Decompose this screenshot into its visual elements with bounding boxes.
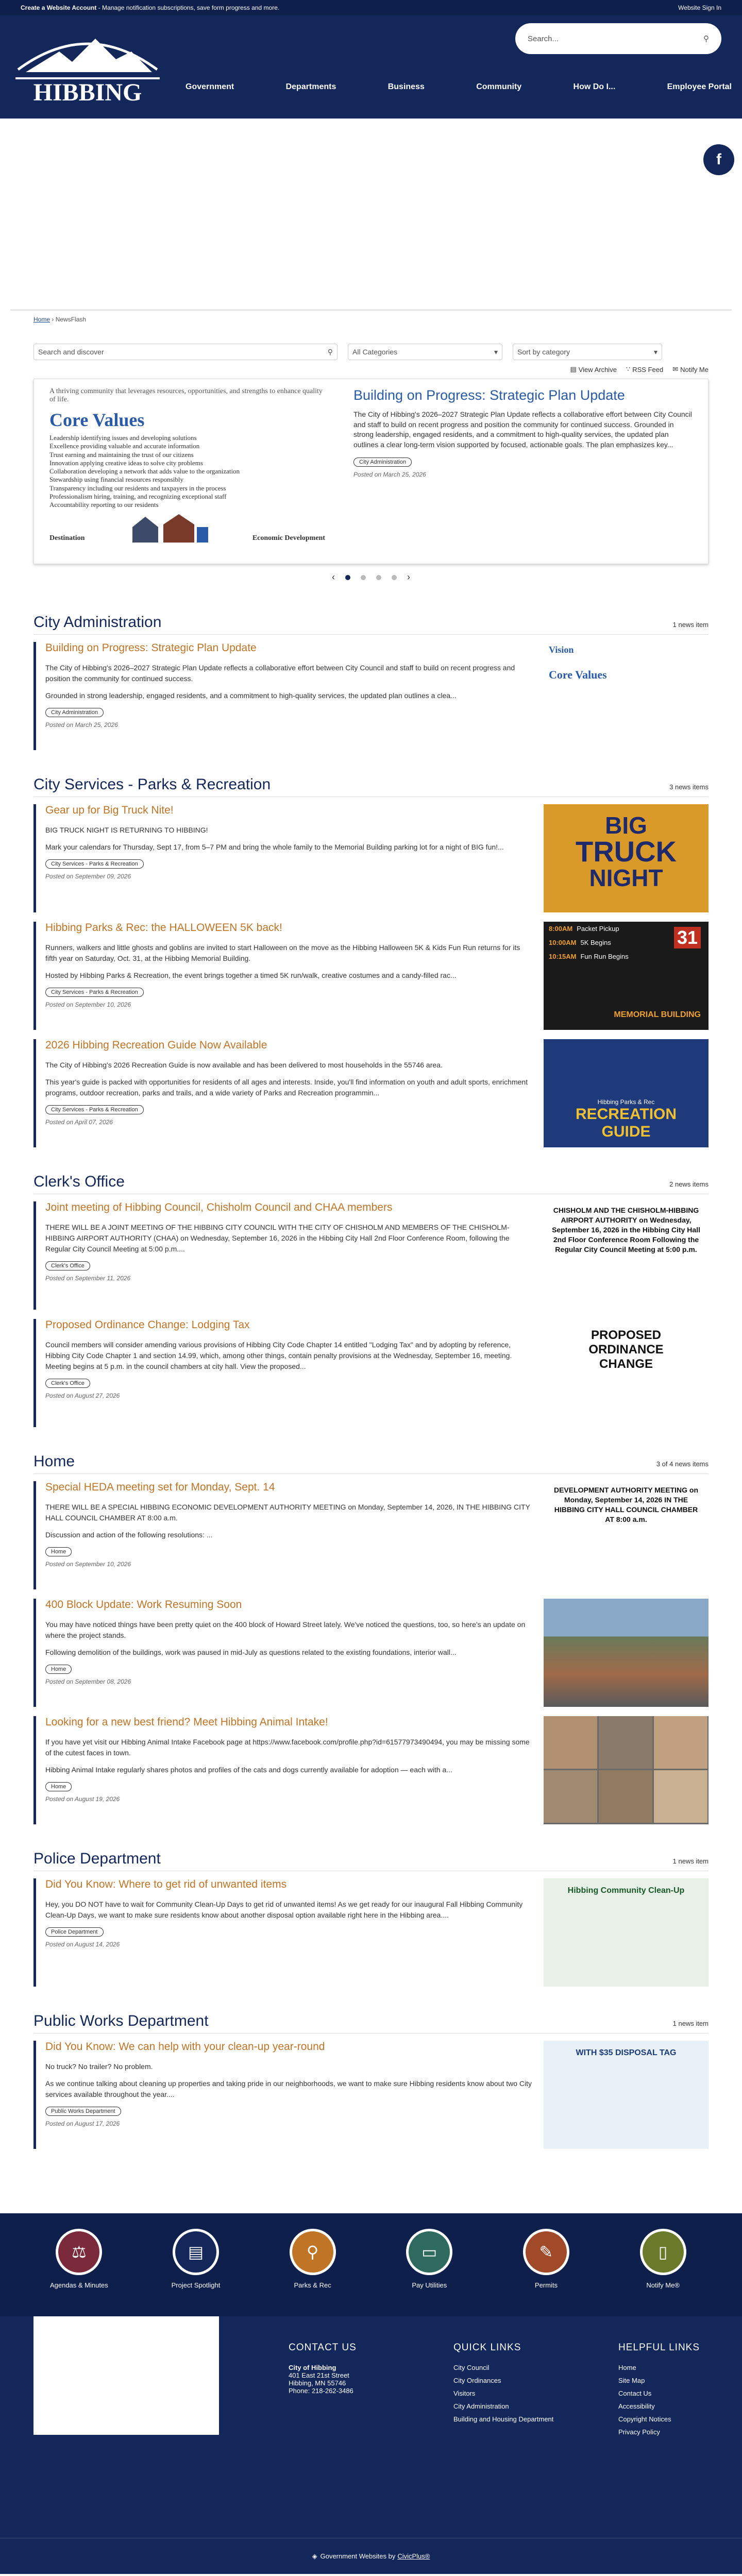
news-item-title[interactable]: Hibbing Parks & Rec: the HALLOWEEN 5K back! [45,922,282,934]
featured-image-heading: Core Values [49,410,145,430]
category-count: 1 news item [672,621,709,629]
category-select[interactable] [348,344,502,360]
value-item: Trust earning and maintaining the trust of our citizens [49,450,194,459]
featured-image [34,379,341,564]
rss-icon: ∵ [626,365,631,373]
sign-in-link[interactable]: Website Sign In [678,4,721,11]
icon-glyph: ▭ [421,2243,437,2261]
breadcrumb-home[interactable]: Home [33,316,50,323]
footer-quick-link-label: Parks & Rec [294,2281,331,2289]
contact-name: City of Hibbing [289,2364,336,2371]
carousel-dot-1[interactable] [345,575,350,580]
news-item-body [45,1878,544,1987]
news-item [33,1599,709,1707]
news-item-title[interactable]: 400 Block Update: Work Resuming Soon [45,1599,242,1611]
search-icon[interactable]: ⚲ [327,347,333,356]
create-account-notice [21,4,279,11]
news-item-body [45,1481,544,1589]
main-nav [185,82,732,92]
category-title[interactable]: Public Works Department [33,2012,209,2029]
value-item: Leadership identifying issues and developing solutions [49,434,197,442]
footer-link[interactable]: Home [618,2364,636,2371]
news-item-title[interactable]: Proposed Ordinance Change: Lodging Tax [45,1319,250,1331]
featured-image-destination: Destination [49,534,85,543]
category-count: 1 news item [672,2020,709,2027]
thumb-text: RECREATION [575,1106,677,1123]
news-item-summary: Discussion and action of the following resolutions: ... [45,1531,213,1539]
news-thumbnail[interactable] [544,1039,709,1147]
value-item: Innovation applying creative ideas to solve city problems [49,459,203,467]
footer-link[interactable]: Privacy Policy [618,2428,660,2436]
news-item-tag[interactable]: Clerk's Office [45,1261,90,1270]
notify-me-label: Notify Me [680,365,709,374]
news-item-summary: Mark your calendars for Thursday, Sept 17, from 5–7 PM and bring the whole family to the Memorial Building parking lot for a night of BIG fun!... [45,843,504,851]
thumb-text: 31 [674,927,701,948]
news-item [33,642,709,750]
thumb-text: NIGHT [589,865,663,891]
footer-image-area [33,2316,219,2435]
news-item-posted-date: Posted on September 11, 2026 [45,1275,131,1282]
envelope-icon: ✉ [672,365,679,373]
news-item-posted-date: Posted on August 14, 2026 [45,1941,120,1948]
news-category [33,614,709,750]
news-item-title[interactable]: Building on Progress: Strategic Plan Update [45,642,257,654]
news-item-title[interactable]: Did You Know: We can help with your clean-up year-round [45,2041,325,2053]
news-item-summary: This year's guide is packed with opportunities for residents of all ages and interests. Inside, you'll find information on youth and adult sports, enrichment programs, outdoor recreation, parks and trails, and a wide variety of Parks and Recreation programmin... [45,1078,528,1097]
footer-quick-link-label: Project Spotlight [171,2281,221,2289]
carousel-dot-4[interactable] [392,575,397,580]
news-item-summary: As we continue talking about cleaning up properties and taking pride in our neighborhoods, we want to make sure Hibbing residents know about two City services available throughout the year.... [45,2079,532,2098]
news-item-tag[interactable]: City Services - Parks & Recreation [45,859,144,869]
news-item-posted-date: Posted on August 17, 2026 [45,2120,120,2127]
buildings-illustration [127,514,210,543]
contact-phone: Phone: 218-262-3486 [289,2387,353,2395]
rss-feed-label: RSS Feed [632,365,664,374]
create-account-link[interactable]: Create a Website Account [21,4,97,11]
news-category [33,776,709,1147]
news-item-tag[interactable]: Home [45,1547,72,1556]
category-header [33,1850,709,1871]
gavel-icon[interactable] [56,2229,102,2275]
thumb-text: 8:00AM [549,925,573,933]
category-count: 3 news items [669,783,709,791]
animal-photo [654,1716,707,1769]
animal-photo [599,1770,652,1823]
breadcrumb [33,316,709,323]
value-item: Professionalism hiring, training, and recognizing exceptional staff [49,492,227,500]
thumb-text: Fun Run Begins [580,953,629,960]
featured-text [341,379,708,564]
civicplus-link[interactable]: CivicPlus® [397,2552,430,2560]
footer-quick-link-label: Notify Me® [646,2281,680,2289]
site-header [0,15,742,118]
news-item-posted-date: Posted on September 10, 2026 [45,1561,131,1568]
category-title[interactable]: City Services - Parks & Recreation [33,776,271,793]
facebook-icon[interactable]: f [703,144,734,175]
create-account-desc: - Manage notification subscriptions, save form progress and more. [96,4,280,11]
featured-image-economic: Economic Development [252,534,325,543]
news-item-tag[interactable]: Public Works Department [45,2107,121,2116]
news-item-posted-date: Posted on September 08, 2026 [45,1678,131,1685]
featured-posted-date: Posted on March 25, 2026 [353,471,426,479]
thumb-text: Hibbing Parks & Rec [597,1098,655,1106]
news-item-posted-date: Posted on April 07, 2026 [45,1118,113,1126]
clipboard-icon[interactable] [523,2229,569,2275]
news-item-body [45,1319,544,1427]
footer-link[interactable]: City Ordinances [453,2377,501,2384]
filter-bar [33,344,709,360]
footer-link[interactable]: Accessibility [618,2402,655,2410]
thumb-text: Packet Pickup [577,925,619,933]
thumb-text: Hibbing Community Clean-Up [567,1886,685,1895]
site-search[interactable] [515,23,721,54]
news-item [33,1716,709,1824]
news-item-body [45,642,544,750]
icon-glyph: ▯ [658,2243,668,2261]
news-search-placeholder: Search and discover [38,348,104,356]
footer-quick-link-label: Permits [534,2281,558,2289]
featured-summary: The City of Hibbing's 2026–2027 Strategic Plan Update reflects a collaborative effort between City Council and staff to build on recent progress and position the community for continued success. Grounded in strong leadership, engaged residents, and a commitment to high-quality services, the updated plan outlines a clear long-term vision supported by focused, actionable goals. The plan emphasizes key... [353,410,692,449]
rss-feed-link[interactable] [626,365,663,374]
breadcrumb-current: NewsFlash [55,316,87,323]
featured-story[interactable] [33,379,709,564]
news-item-summary: THERE WILL BE A JOINT MEETING OF THE HIBBING CITY COUNCIL WITH THE CITY OF CHISHOLM AND MEMBERS OF THE CHISHOLM-HIBBING AIRPORT AUTHORITY (CHAA) on Wednesday, September 16, 2026 in the Hibbing City Hall 2nd Floor Conference Room, following the Regular City Council Meeting at 5:00 p.m.... [45,1223,510,1253]
news-item [33,2041,709,2149]
view-archive-label: View Archive [578,365,617,374]
nav-business[interactable]: Business [387,82,425,91]
news-item [33,1319,709,1427]
nav-government[interactable]: Government [185,82,234,91]
helpful-links-heading: HELPFUL LINKS [618,2342,700,2353]
news-item-tag[interactable]: Home [45,1782,72,1791]
featured-image-footer [49,514,325,543]
news-category [33,1453,709,1824]
chevron-left-icon[interactable]: ‹ [332,572,335,582]
news-item-summary: THERE WILL BE A SPECIAL HIBBING ECONOMIC DEVELOPMENT AUTHORITY MEETING on Monday, September 14, 2026, IN THE HIBBING CITY HALL COUNCIL CHAMBER AT 8:00 a.m. [45,1503,530,1522]
civicplus-icon: ◈ [312,2552,317,2560]
news-item-body [45,922,544,1030]
news-item-summary: Council members will consider amending various provisions of Hibbing City Code Chapter 14 entitled "Lodging Tax" and by adopting by reference, Hibbing City Code Chapter 1 and section 14.99, which, among other things, contain penalty provisions at the Wednesday, September 16, meeting. Meeting begins at 5 p.m. in the council chambers at city hall. View the proposed... [45,1341,512,1370]
view-archive-link[interactable] [570,365,616,374]
icon-glyph: ⚖ [71,2243,87,2261]
chevron-down-icon: ▾ [494,347,498,356]
news-item [33,1481,709,1589]
news-item [33,922,709,1030]
nav-community[interactable]: Community [476,82,522,91]
news-thumbnail[interactable] [544,1878,709,1987]
news-category [33,1173,709,1427]
footer-quick-link[interactable] [612,2229,715,2316]
icon-glyph: ⚲ [306,2243,319,2261]
news-item-tag[interactable]: Clerk's Office [45,1379,90,1388]
news-item-summary: Hosted by Hibbing Parks & Recreation, the event brings together a timed 5K run/walk, creative costumes and a candy-filled rac... [45,971,457,979]
category-count: 2 news items [669,1180,709,1188]
hibbing-logo[interactable] [13,23,162,106]
breadcrumb-separator: › [50,316,56,323]
news-thumbnail[interactable] [544,1201,709,1310]
news-item-body [45,1599,544,1707]
contact-heading: CONTACT US [289,2342,357,2353]
news-item-summary: The City of Hibbing's 2026–2027 Strategic Plan Update reflects a collaborative effort between City Council and staff to build on recent progress and position the community for continued success. [45,664,515,683]
thumb-text: PROPOSED [591,1328,662,1342]
chevron-down-icon: ▾ [653,347,657,356]
news-item-tag[interactable]: Home [45,1665,72,1674]
thumb-text: Core Values [549,668,607,681]
quick-links-heading: QUICK LINKS [453,2342,521,2353]
thumb-text: MEMORIAL BUILDING [614,1010,701,1019]
news-item-summary: No truck? No trailer? No problem. [45,2062,153,2071]
search-input[interactable]: Search... [528,34,559,43]
news-thumbnail[interactable] [544,804,709,912]
footer-quick-link[interactable] [378,2229,481,2316]
category-header [33,1453,709,1474]
news-thumbnail[interactable] [544,2041,709,2149]
news-item-tag[interactable]: City Services - Parks & Recreation [45,988,144,997]
news-item-title[interactable]: 2026 Hibbing Recreation Guide Now Available [45,1039,267,1051]
news-item-summary: Hibbing Animal Intake regularly shares photos and profiles of the cats and dogs currently available for adoption — each with a... [45,1766,452,1774]
thumb-text: 5K Begins [580,939,611,946]
news-item-body [45,804,544,912]
news-item-summary: Runners, walkers and little ghosts and goblins are invited to start Halloween on the move as the Hibbing Halloween 5K & Kids Fun Run returns for its fifth year on Saturday, Oct. 31, at the Hibbing Memorial Building. [45,943,520,962]
category-title[interactable]: Clerk's Office [33,1173,125,1190]
news-item [33,1878,709,1987]
value-item: Excellence providing valuable and accurate information [49,442,200,450]
value-item: Collaboration developing a network that adds value to the organization [49,467,240,475]
news-item-title[interactable]: Special HEDA meeting set for Monday, Sept. 14 [45,1481,275,1493]
news-item-tag[interactable]: City Administration [45,708,104,717]
news-thumbnail[interactable] [544,1599,709,1707]
footer-quick-link[interactable] [495,2229,598,2316]
thumb-text: CHANGE [599,1357,653,1371]
featured-image-vision: A thriving community that leverages resources, opportunities, and strengths to enhance quality of life. [49,387,323,403]
chevron-right-icon[interactable]: › [407,572,410,582]
news-item-summary: Following demolition of the buildings, work was paused in mid-July as questions related to the existing foundations, interior wall... [45,1648,457,1656]
news-item [33,1201,709,1310]
news-item-summary: You may have noticed things have been pretty quiet on the 400 block of Howard Street lately. We've noticed the questions, too, so here's an update on where the project stands. [45,1620,526,1639]
footer-link[interactable]: Site Map [618,2377,645,2384]
search-icon[interactable]: ⚲ [703,35,709,43]
thumb-text: WITH $35 DISPOSAL TAG [576,2048,677,2057]
news-item-tag[interactable]: City Services - Parks & Recreation [45,1105,144,1114]
news-item-summary: If you have yet visit our Hibbing Animal Intake Facebook page at https://www.facebook.com/profile.php?id=61577973490494, you may be missing some of the cutest faces in town. [45,1738,530,1757]
news-category [33,1850,709,1987]
featured-image-values [49,434,325,509]
credit-card-icon[interactable] [406,2229,452,2275]
icon-glyph: ▤ [188,2243,204,2261]
footer-link[interactable]: City Administration [453,2402,509,2410]
news-item-posted-date: Posted on September 09, 2026 [45,873,131,880]
news-item-posted-date: Posted on August 19, 2026 [45,1795,120,1803]
contact-address-line1: 401 East 21st Street [289,2371,349,2379]
footer-quick-link[interactable] [261,2229,364,2316]
footer-quick-link-label: Agendas & Minutes [49,2281,108,2289]
news-item-body [45,2041,544,2149]
nav-employee-portal[interactable]: Employee Portal [667,82,732,91]
footer-link[interactable]: Visitors [453,2389,476,2397]
category-count: 3 of 4 news items [656,1460,709,1468]
news-thumbnail[interactable] [544,1716,709,1824]
sort-select[interactable] [513,344,662,360]
contact-column [289,2342,423,2441]
news-item-title[interactable]: Joint meeting of Hibbing Council, Chisholm Council and CHAA members [45,1201,393,1213]
nav-departments[interactable]: Departments [285,82,336,91]
footer-quick-link[interactable] [27,2229,130,2316]
utility-links [33,365,709,374]
footer-link[interactable]: Building and Housing Department [453,2415,554,2423]
thumb-text: TRUCK [576,835,677,868]
news-thumbnail[interactable] [544,642,709,750]
news-item-body [45,1201,544,1310]
news-categories [33,614,709,2149]
news-panel [10,309,732,2193]
footer-quick-link-label: Pay Utilities [412,2281,447,2289]
news-item [33,804,709,912]
banner-area [0,118,742,309]
category-header [33,1173,709,1194]
carousel-controls [33,572,709,583]
news-item [33,1039,709,1147]
news-item-title[interactable]: Looking for a new best friend? Meet Hibbing Animal Intake! [45,1716,328,1728]
icon-glyph: ✎ [539,2243,553,2261]
quick-links-column [453,2342,587,2441]
newspaper-icon[interactable] [173,2229,219,2275]
footer-columns [289,2342,721,2441]
notify-me-link[interactable] [672,365,709,374]
category-select-value: All Categories [352,348,398,356]
news-item-title[interactable]: Gear up for Big Truck Nite! [45,804,174,816]
thumb-text: 10:00AM [549,939,577,946]
featured-title[interactable]: Building on Progress: Strategic Plan Update [353,387,625,403]
carousel-dot-3[interactable] [376,575,381,580]
footer-quick-link[interactable] [144,2229,247,2316]
news-item-summary: Hey, you DO NOT have to wait for Community Clean-Up Days to get rid of unwanted items! As we get ready for our inaugural Fall Hibbing Community Clean-Up Days, we want to make sure residents know about another disposal option available right here in the Hibbing area.... [45,1900,523,1919]
news-item-posted-date: Posted on March 25, 2026 [45,721,118,728]
news-item-posted-date: Posted on September 10, 2026 [45,1001,131,1008]
archive-icon: ▤ [570,365,577,373]
footer-credit-text: Government Websites by [320,2552,396,2560]
schedule-row [544,950,709,963]
animal-photo [544,1716,597,1769]
category-title[interactable]: Police Department [33,1850,161,1867]
footer-link[interactable]: City Council [453,2364,490,2371]
footer-bottom-bar [0,2538,742,2574]
category-title[interactable]: City Administration [33,614,162,631]
animal-photo [654,1770,707,1823]
animal-photo [544,1770,597,1823]
thumb-text: ORDINANCE [588,1343,664,1357]
thumb-text: GUIDE [601,1123,651,1140]
news-item-body [45,1716,544,1824]
value-item: Accountability reporting to our residents [49,501,159,509]
top-bar [0,0,742,15]
value-item: Transparency including our residents and taxpayers in the process [49,484,226,492]
sort-select-value: Sort by category [517,348,570,356]
news-thumbnail[interactable] [544,922,709,1030]
news-search-input[interactable] [33,344,338,360]
footer-link[interactable]: Copyright Notices [618,2415,671,2423]
bicycle-icon[interactable] [290,2229,336,2275]
featured-category-tag[interactable]: City Administration [353,457,412,467]
news-item-posted-date: Posted on August 27, 2026 [45,1392,120,1399]
category-header [33,2012,709,2033]
news-thumbnail[interactable] [544,1319,709,1427]
category-count: 1 news item [672,1857,709,1865]
thumb-text: Vision [549,645,574,655]
thumb-text: DEVELOPMENT AUTHORITY MEETING on Monday, September 14, 2026 IN THE HIBBING CITY HALL COUNCIL CHAMBER AT 8:00 a.m. [553,1486,698,1523]
news-category [33,2012,709,2149]
category-title[interactable]: Home [33,1453,75,1470]
thumb-text: BIG [605,812,647,839]
logo-text: HIBBING [33,79,142,106]
footer-quick-icons [0,2213,742,2316]
value-item: Stewardship using financial resources responsibly [49,476,183,484]
thumb-text: CHISHOLM AND THE CHISHOLM-HIBBING AIRPORT AUTHORITY on Wednesday, September 16, 2026 in the Hibbing City Hall 2nd Floor Conference Room Following the Regular City Council Meeting at 5:00 p.m. [552,1206,700,1253]
phone-icon[interactable] [640,2229,686,2275]
news-item-summary: Grounded in strong leadership, engaged residents, and a commitment to high-quality services, the updated plan outlines a clea... [45,691,457,700]
news-item-tag[interactable]: Police Department [45,1927,104,1937]
news-item-title[interactable]: Did You Know: Where to get rid of unwanted items [45,1878,287,1890]
contact-address-line2: Hibbing, MN 55746 [289,2379,346,2387]
news-item-summary: BIG TRUCK NIGHT IS RETURNING TO HIBBING! [45,826,208,834]
nav-how-do-i[interactable]: How Do I... [573,82,616,91]
animal-photo [599,1716,652,1769]
news-thumbnail[interactable] [544,1481,709,1589]
site-footer [0,2316,742,2574]
helpful-links-column [618,2342,721,2441]
news-item-summary: The City of Hibbing's 2026 Recreation Guide is now available and has been delivered to most households in the 55746 area. [45,1061,443,1069]
news-item-body [45,1039,544,1147]
footer-link[interactable]: Contact Us [618,2389,652,2397]
thumb-text: 10:15AM [549,953,577,960]
category-header [33,776,709,797]
category-header [33,614,709,635]
carousel-dot-2[interactable] [361,575,366,580]
